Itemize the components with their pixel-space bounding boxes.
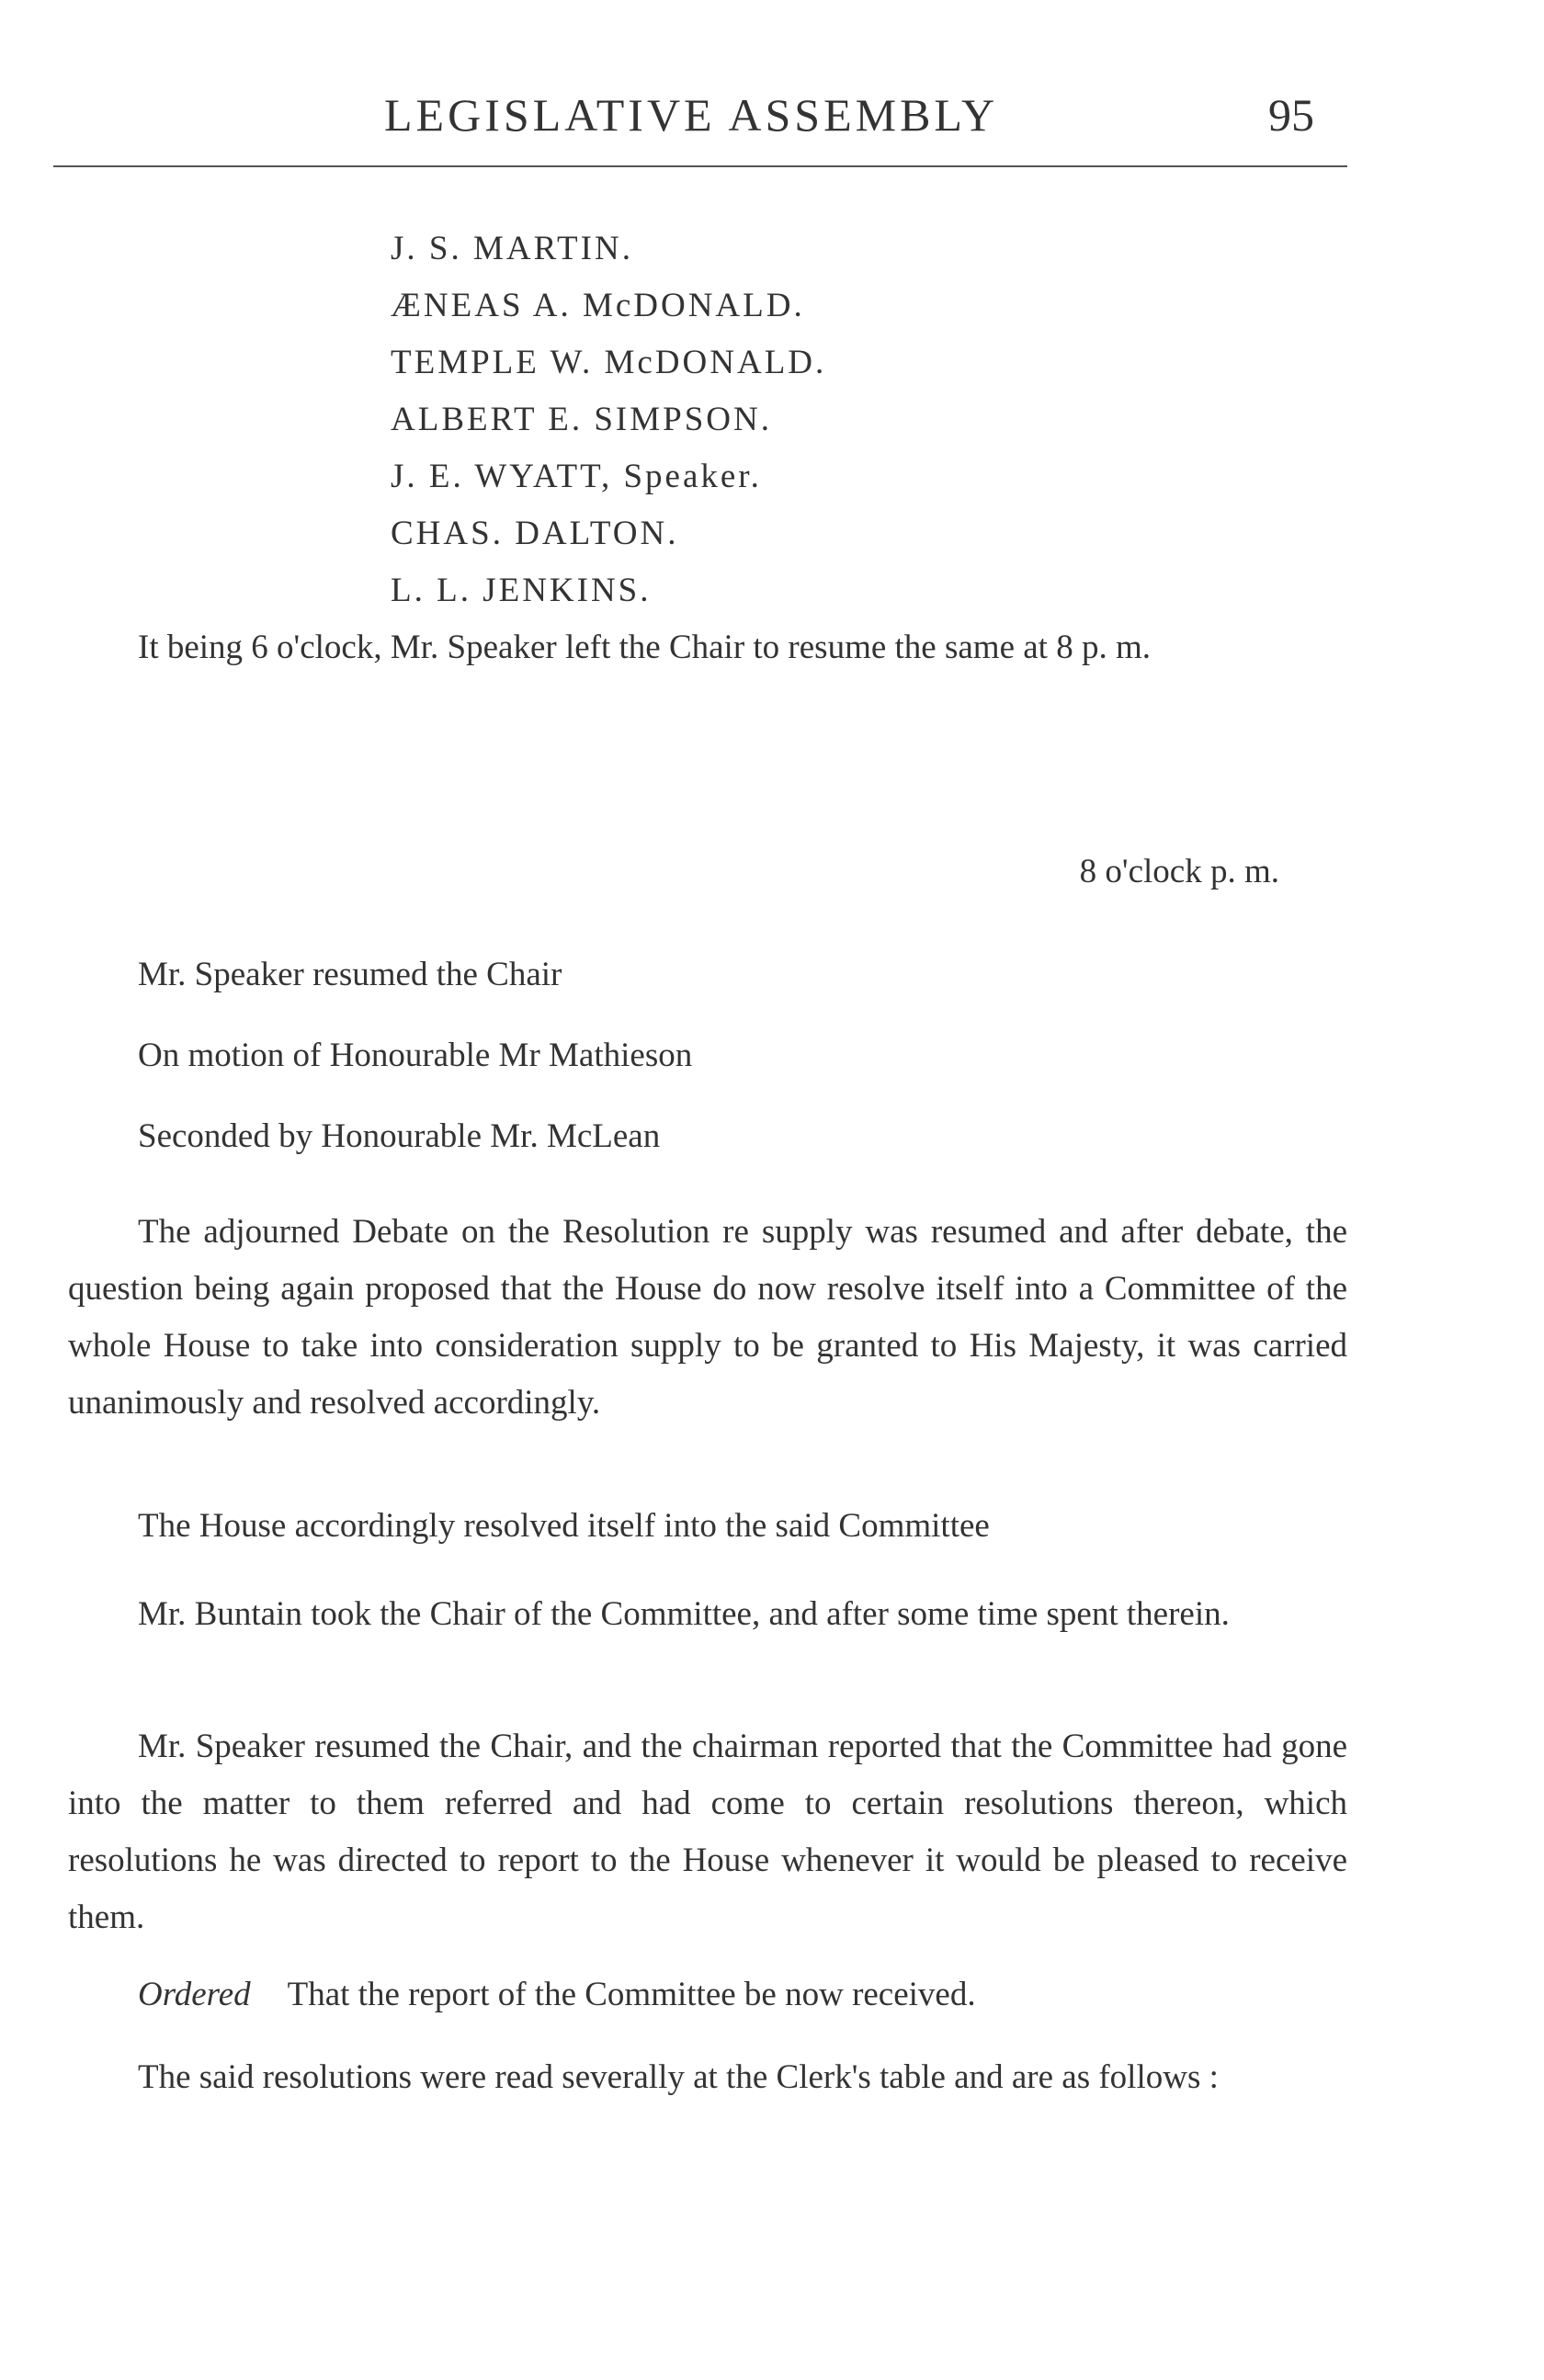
signatory: ÆNEAS A. McDONALD. xyxy=(391,287,805,324)
signatory: CHAS. DALTON. xyxy=(391,515,679,552)
resolutions-paragraph: The said resolutions were read severally at the Clerk's table and are as follows : xyxy=(138,2058,1219,2096)
signatory: ALBERT E. SIMPSON. xyxy=(391,401,772,438)
time-heading: 8 o'clock p. m. xyxy=(1079,853,1279,890)
seconded-line: Seconded by Honourable Mr. McLean xyxy=(138,1117,661,1155)
page-number: 95 xyxy=(1268,89,1314,141)
signatory: J. S. MARTIN. xyxy=(391,230,633,267)
ordered-label: Ordered xyxy=(138,1976,251,2013)
ordered-text: That the report of the Committee be now received. xyxy=(287,1976,976,2013)
signatory-list xyxy=(391,221,826,619)
signatory: L. L. JENKINS. xyxy=(391,572,652,609)
recess-paragraph: It being 6 o'clock, Mr. Speaker left the Chair to resume the same at 8 p. m. xyxy=(138,629,1151,666)
signatory: TEMPLE W. McDONALD. xyxy=(391,344,827,381)
running-head-title: LEGISLATIVE ASSEMBLY xyxy=(384,89,999,141)
speaker-resumed-line: Mr. Speaker resumed the Chair xyxy=(138,956,562,993)
signatory: J. E. WYATT, Speaker. xyxy=(391,458,762,495)
ordered-line xyxy=(138,1966,1347,2023)
report-paragraph: Mr. Speaker resumed the Chair, and the chairman reported that the Committee had gone into the matter to them referred and had come to certain resolutions thereon, which resolutions he was directed to report to the House whenever it would be pleased to receive them. xyxy=(68,1728,1347,1936)
motion-line: On motion of Honourable Mr Mathieson xyxy=(138,1037,693,1074)
header-rule xyxy=(53,165,1347,167)
committee-line: The House accordingly resolved itself into the said Committee xyxy=(138,1507,990,1545)
buntain-paragraph: Mr. Buntain took the Chair of the Committee, and after some time spent therein. xyxy=(138,1595,1230,1633)
running-head xyxy=(0,88,1544,153)
debate-paragraph: The adjourned Debate on the Resolution re supply was resumed and after debate, the question being again proposed that the House do now resolve itself into a Committee of the whole House to take into consideration supply to be granted to His Majesty, it was carried unanimously and resolved accordingly. xyxy=(68,1213,1347,1422)
